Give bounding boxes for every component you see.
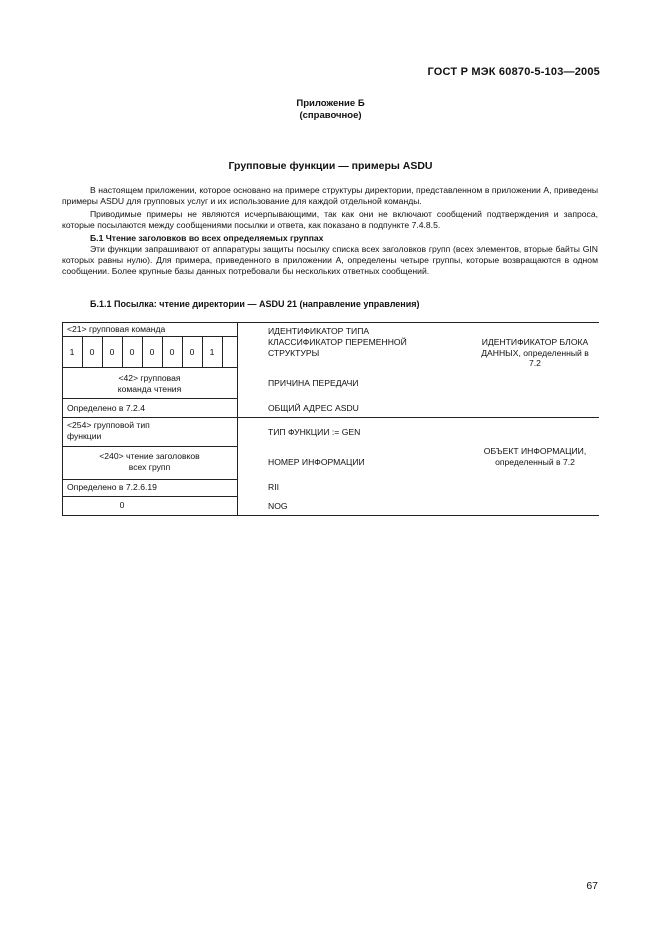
table-line <box>237 322 238 515</box>
standard-header: ГОСТ Р МЭК 60870-5-103—2005 <box>427 66 600 78</box>
paragraph-b1: Эти функции запрашивают от аппаратуры защиты посылку списка всех заголовков групп (всех элементов, вторые байты GIN которых равны нулю). Для примера, приведенного в приложении А, определены четыре группы, которые возвращаются в одном сообщении. Более крупные базы данных потребовали бы нескольких ответных сообщений. <box>62 244 598 277</box>
label-rii: RII <box>268 482 279 492</box>
bit-cell: 1 <box>209 347 215 357</box>
label-nog: NOG <box>268 501 288 511</box>
table-line <box>62 336 237 337</box>
bit-cell: 0 <box>109 347 115 357</box>
table-line <box>62 322 599 323</box>
paragraph-note: Приводимые примеры не являются исчерпывающими, так как они не включают сообщений подтверждения и запроса, которые посылаются между сообщениями посылки и ответа, как показано в подпункте 7.4.8.5. <box>62 209 598 231</box>
table-line <box>62 446 237 447</box>
table-line <box>62 367 237 368</box>
cell-nog: 0 <box>119 500 125 510</box>
group-data-unit-identifier: ИДЕНТИФИКАТОР БЛОКА ДАННЫХ, определенный в 7.2 <box>481 337 589 368</box>
table-line <box>62 398 237 399</box>
bit-cell: 0 <box>189 347 195 357</box>
cell-type-id: <21> групповая команда <box>67 324 166 334</box>
table-line <box>62 515 599 516</box>
group-information-object: ОБЪЕКТ ИНФОРМАЦИИ, определенный в 7.2 <box>483 446 587 467</box>
cell-cot: <42> групповая команда чтения <box>117 373 182 394</box>
paragraph-intro: В настоящем приложении, которое основано на примере структуры директории, представленном в приложении А, приведены примеры ASDU для групповых услуг и их использование для каждой отдельной команды. <box>62 185 598 207</box>
asdu-table <box>62 322 599 516</box>
section-title: Групповые функции — примеры ASDU <box>228 160 433 172</box>
cell-function-type: <254> групповой тип функции <box>67 420 150 441</box>
appendix-subtitle: (справочное) <box>299 110 362 121</box>
label-cot: ПРИЧИНА ПЕРЕДАЧИ <box>268 378 359 388</box>
label-vsq: КЛАССИФИКАТОР ПЕРЕМЕННОЙ СТРУКТУРЫ <box>268 337 407 358</box>
bit-cell: 0 <box>169 347 175 357</box>
table-line <box>222 336 223 367</box>
appendix-title: Приложение Б <box>296 98 365 109</box>
cell-rii: Определено в 7.2.6.19 <box>67 482 157 492</box>
bit-cell: 0 <box>89 347 95 357</box>
subsection-heading-b1: Б.1 Чтение заголовков во всех определяемых группах <box>90 233 324 243</box>
table-line <box>62 417 599 418</box>
cell-information-number: <240> чтение заголовков всех групп <box>99 451 200 472</box>
label-type-id: ИДЕНТИФИКАТОР ТИПА <box>268 326 370 336</box>
table-line <box>62 496 237 497</box>
cell-common-address: Определено в 7.2.4 <box>67 403 145 413</box>
label-common-address: ОБЩИЙ АДРЕС ASDU <box>268 403 359 413</box>
subsection-heading-b11: Б.1.1 Посылка: чтение директории — ASDU 21 (направление управления) <box>90 299 420 309</box>
bit-cell: 0 <box>149 347 155 357</box>
table-line <box>62 479 237 480</box>
bit-cell: 0 <box>129 347 135 357</box>
page-number: 67 <box>586 880 598 892</box>
label-function-type: ТИП ФУНКЦИИ := GEN <box>268 427 361 437</box>
label-information-number: НОМЕР ИНФОРМАЦИИ <box>268 457 365 467</box>
bit-cell: 1 <box>69 347 75 357</box>
